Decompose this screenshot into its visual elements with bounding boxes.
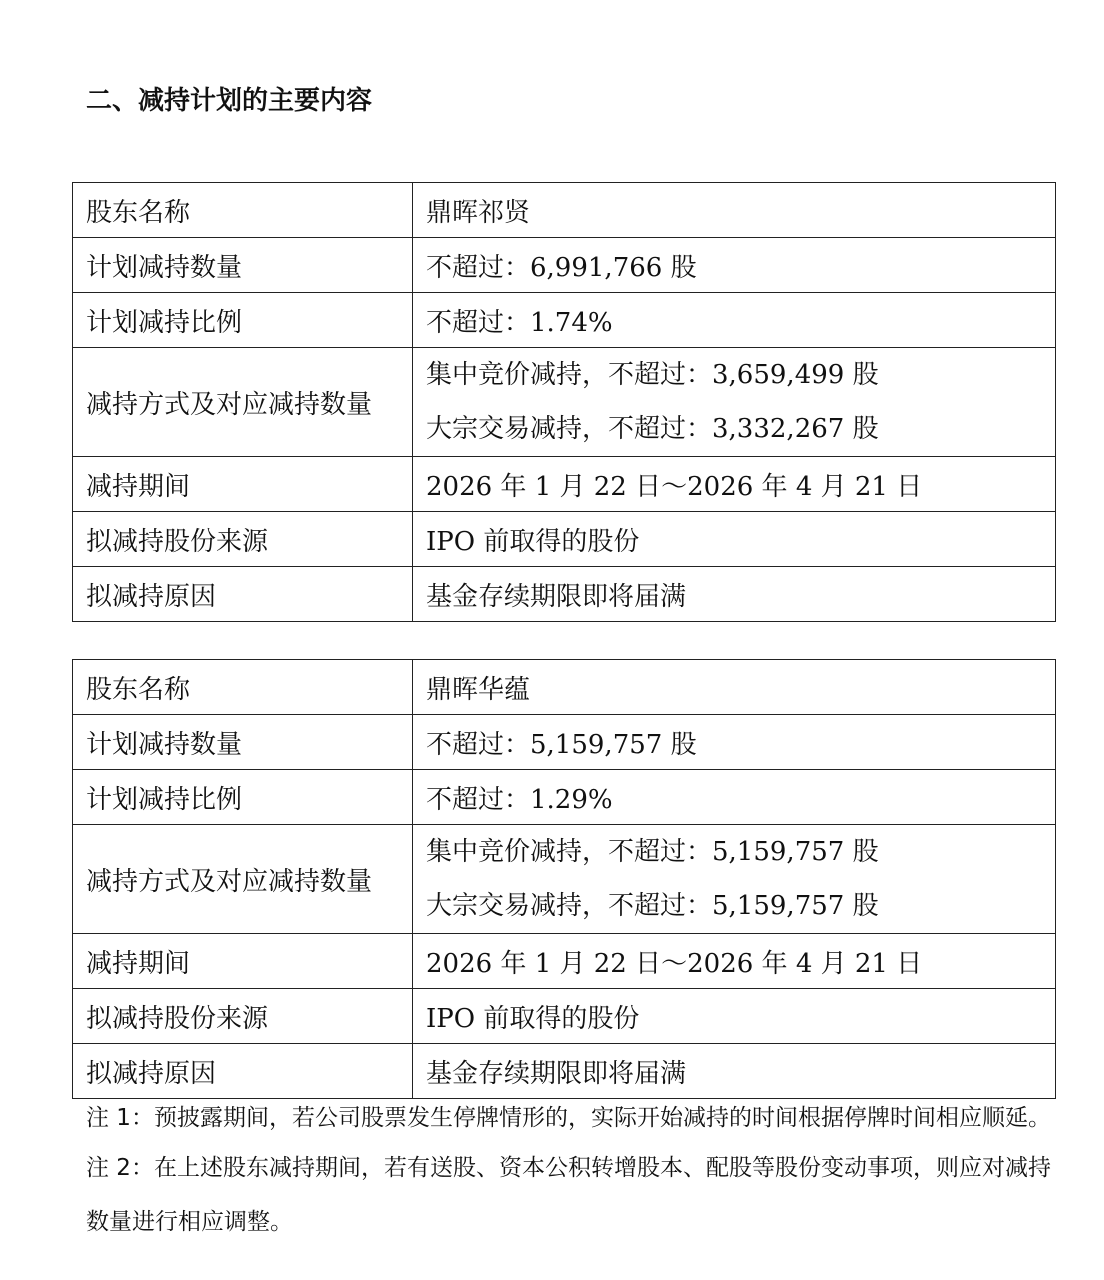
method-auction: 集中竞价减持，不超过：5,159,757 股 (426, 837, 879, 867)
ratio-value: 不超过：1.29% (413, 770, 1056, 825)
period-label: 减持期间 (73, 457, 413, 512)
ratio-label: 计划减持比例 (73, 770, 413, 825)
notes-section (86, 1100, 1052, 1249)
source-value: IPO 前取得的股份 (413, 512, 1056, 567)
shareholder-value: 鼎晖华蕴 (413, 660, 1056, 715)
method-block: 大宗交易减持，不超过：5,159,757 股 (426, 891, 879, 921)
shareholder-value: 鼎晖祁贤 (413, 183, 1056, 238)
table-row (73, 825, 1056, 934)
note-2-label: 注 2： (86, 1155, 154, 1181)
table-row (73, 934, 1056, 989)
source-label: 拟减持股份来源 (73, 989, 413, 1044)
ratio-label: 计划减持比例 (73, 293, 413, 348)
source-value: IPO 前取得的股份 (413, 989, 1056, 1044)
reason-label: 拟减持原因 (73, 1044, 413, 1099)
table-row (73, 348, 1056, 457)
reduction-plan-table-2 (72, 659, 1056, 1099)
method-label: 减持方式及对应减持数量 (73, 825, 413, 934)
table-row (73, 457, 1056, 512)
period-value: 2026 年 1 月 22 日～2026 年 4 月 21 日 (413, 457, 1056, 512)
quantity-label: 计划减持数量 (73, 238, 413, 293)
period-value: 2026 年 1 月 22 日～2026 年 4 月 21 日 (413, 934, 1056, 989)
table-row (73, 660, 1056, 715)
table-row (73, 238, 1056, 293)
reason-value: 基金存续期限即将届满 (413, 567, 1056, 622)
table-row (73, 293, 1056, 348)
method-block: 大宗交易减持，不超过：3,332,267 股 (426, 414, 879, 444)
note-1-text: 预披露期间，若公司股票发生停牌情形的，实际开始减持的时间根据停牌时间相应顺延。 (153, 1105, 1051, 1131)
table-row (73, 183, 1056, 238)
section-heading: 二、减持计划的主要内容 (86, 86, 373, 116)
ratio-value: 不超过：1.74% (413, 293, 1056, 348)
table-row (73, 989, 1056, 1044)
table-row (73, 567, 1056, 622)
quantity-label: 计划减持数量 (73, 715, 413, 770)
reason-label: 拟减持原因 (73, 567, 413, 622)
note-2-text: 在上述股东减持期间，若有送股、资本公积转增股本、配股等股份变动事项，则应对减持数量进行相应调整。 (86, 1155, 1051, 1235)
quantity-value: 不超过：6,991,766 股 (413, 238, 1056, 293)
note-1-label: 注 1： (86, 1105, 154, 1131)
reduction-plan-table-1 (72, 182, 1056, 622)
table-row (73, 512, 1056, 567)
method-label: 减持方式及对应减持数量 (73, 348, 413, 457)
method-value (413, 825, 1056, 934)
table-row (73, 770, 1056, 825)
note-1 (86, 1100, 1052, 1137)
quantity-value: 不超过：5,159,757 股 (413, 715, 1056, 770)
method-value (413, 348, 1056, 457)
source-label: 拟减持股份来源 (73, 512, 413, 567)
note-2 (86, 1141, 1052, 1249)
table-row (73, 1044, 1056, 1099)
reason-value: 基金存续期限即将届满 (413, 1044, 1056, 1099)
method-auction: 集中竞价减持，不超过：3,659,499 股 (426, 360, 879, 390)
table-row (73, 715, 1056, 770)
period-label: 减持期间 (73, 934, 413, 989)
shareholder-label: 股东名称 (73, 183, 413, 238)
shareholder-label: 股东名称 (73, 660, 413, 715)
